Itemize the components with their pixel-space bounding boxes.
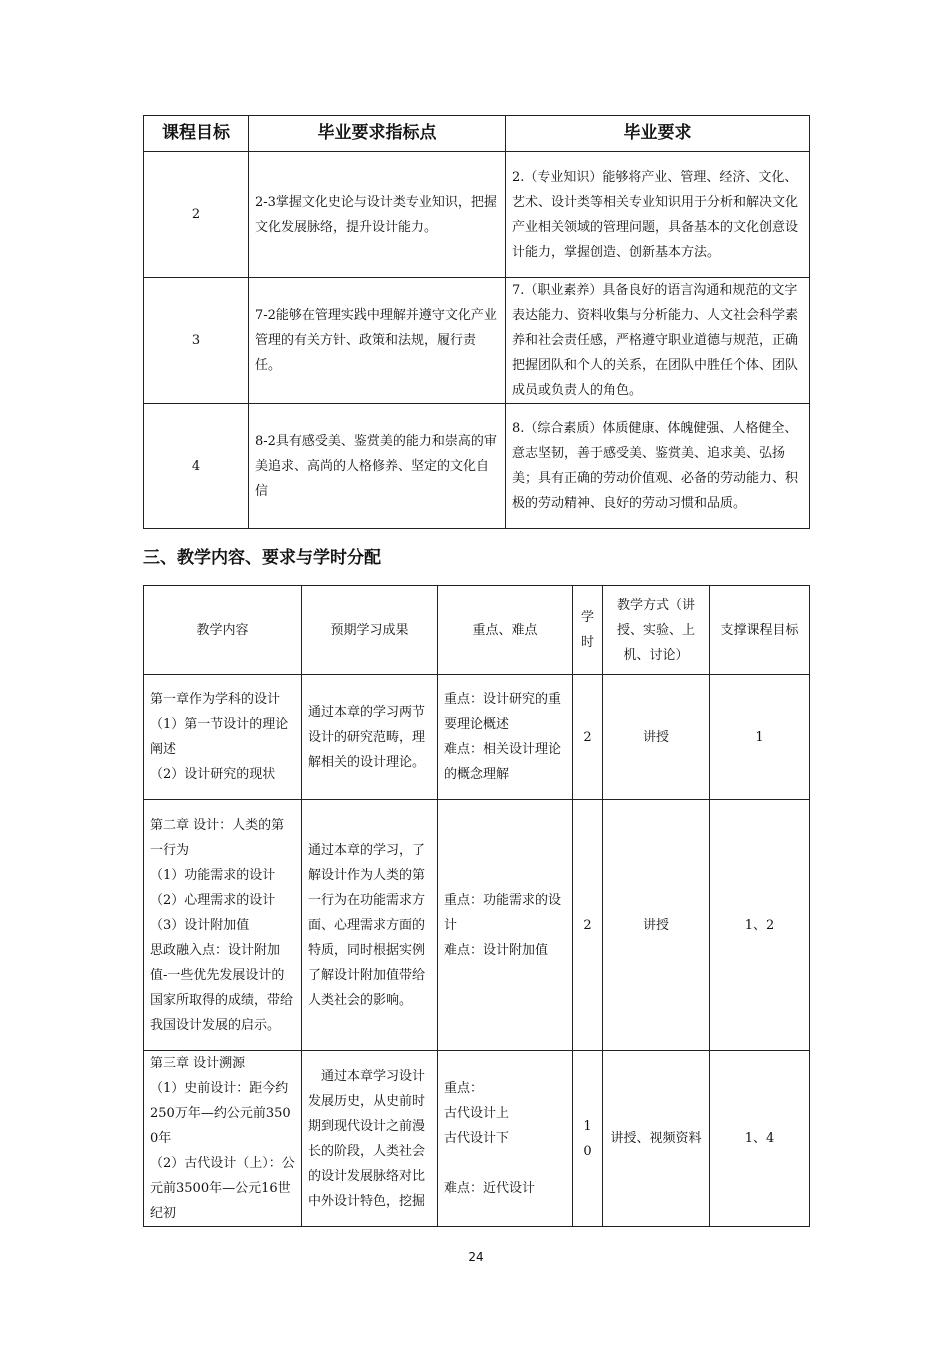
indicator-cell: 7-2能够在管理实践中理解并遵守文化产业管理的有关方针、政策和法规，履行责任。 [249,278,506,404]
goal-cell: 2 [144,152,249,278]
goals-cell: 1、2 [710,800,810,1051]
header-requirement: 毕业要求 [506,116,810,152]
goals-cell: 1、4 [710,1051,810,1227]
indicator-cell: 8-2具有感受美、鉴赏美的能力和崇高的审美追求、高尚的人格修养、坚定的文化自信 [249,404,506,529]
goal-cell: 3 [144,278,249,404]
method-cell: 讲授 [603,675,710,800]
header-supported-goals: 支撑课程目标 [710,586,810,675]
goals-cell: 1 [710,675,810,800]
key-points-cell: 重点：设计研究的重要理论概述 难点：相关设计理论的概念理解 [438,675,573,800]
table-row [144,152,810,278]
hours-cell: 2 [573,675,603,800]
method-cell: 讲授、视频资料 [603,1051,710,1227]
requirement-cell: 2.（专业知识）能够将产业、管理、经济、文化、艺术、设计类等相关专业知识用于分析和解决文化产业相关领域的管理问题，具备基本的文化创意设计能力，掌握创造、创新基本方法。 [506,152,810,278]
table-row [144,278,810,404]
outcome-cell: 通过本章学习设计发展历史，从史前时期到现代设计之前漫长的阶段，人类社会的设计发展脉络对比中外设计特色，挖掘 [302,1051,438,1227]
header-teaching-method: 教学方式（讲授、实验、上机、讨论） [603,586,710,675]
teaching-content-table [143,585,810,1227]
key-points-cell: 重点：功能需求的设计 难点：设计附加值 [438,800,573,1051]
table-row [144,675,810,800]
table-row [144,404,810,529]
hours-cell: 2 [573,800,603,1051]
method-cell: 讲授 [603,800,710,1051]
requirement-cell: 8.（综合素质）体质健康、体魄健强、人格健全、意志坚韧，善于感受美、鉴赏美、追求美、弘扬美；具有正确的劳动价值观、必备的劳动能力、积极的劳动精神、良好的劳动习惯和品质。 [506,404,810,529]
content-cell: 第一章作为学科的设计 （1）第一节设计的理论阐述 （2）设计研究的现状 [144,675,302,800]
graduation-requirements-table [143,115,810,529]
header-key-points: 重点、难点 [438,586,573,675]
header-course-goal: 课程目标 [144,116,249,152]
indicator-cell: 2-3掌握文化史论与设计类专业知识，把握文化发展脉络，提升设计能力。 [249,152,506,278]
hours-cell: 1 0 [573,1051,603,1227]
outcome-cell: 通过本章的学习两节设计的研究范畴，理解相关的设计理论。 [302,675,438,800]
goal-cell: 4 [144,404,249,529]
key-points-cell: 重点： 古代设计上 古代设计下 难点：近代设计 [438,1051,573,1227]
header-indicator: 毕业要求指标点 [249,116,506,152]
section-heading: 三、教学内容、要求与学时分配 [143,548,381,568]
header-teaching-content: 教学内容 [144,586,302,675]
header-expected-outcome: 预期学习成果 [302,586,438,675]
content-cell: 第二章 设计：人类的第一行为 （1）功能需求的设计 （2）心理需求的设计 （3）设计附加值 思政融入点：设计附加值-一些优先发展设计的国家所取得的成绩，带给我国设计发展的启示。 [144,800,302,1051]
table-row [144,1051,810,1227]
table-row [144,800,810,1051]
content-cell: 第三章 设计溯源 （1）史前设计：距今约250万年—约公元前3500年 （2）古代设计（上）：公元前3500年—公元16世纪初 [144,1051,302,1227]
header-hours: 学 时 [573,586,603,675]
page-number: 24 [468,1250,484,1264]
table-header-row [144,586,810,675]
requirement-cell: 7.（职业素养）具备良好的语言沟通和规范的文字表达能力、资料收集与分析能力、人文社会科学素养和社会责任感，严格遵守职业道德与规范，正确把握团队和个人的关系，在团队中胜任个体、团队成员或负责人的角色。 [506,278,810,404]
outcome-cell: 通过本章的学习，了解设计作为人类的第一行为在功能需求方面、心理需求方面的特质，同时根据实例了解设计附加值带给人类社会的影响。 [302,800,438,1051]
table-header-row [144,116,810,152]
